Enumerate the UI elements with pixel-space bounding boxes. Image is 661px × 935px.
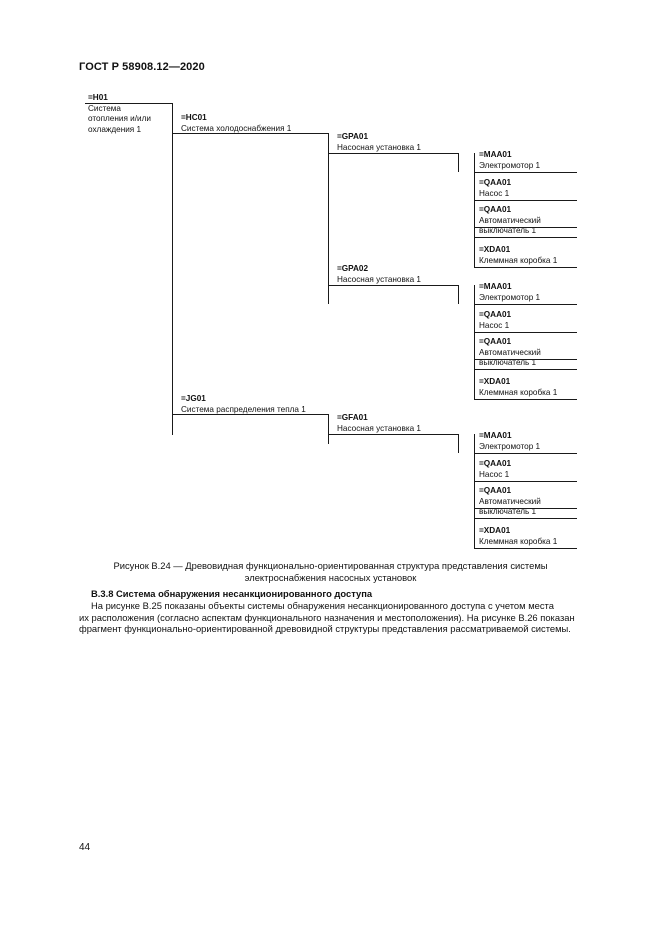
- node-code: =QAA01: [479, 310, 512, 319]
- node-code: =MAA01: [479, 282, 512, 291]
- node-name-line: Система: [88, 103, 121, 113]
- caption-line: электроснабжения насосных установок: [244, 571, 417, 583]
- connector-line: [474, 304, 577, 305]
- connector-line: [474, 227, 577, 228]
- connector-line: [474, 508, 577, 509]
- paragraph-line: их расположения (согласно аспектам функционального назначения и местоположения). На рисунке В.26 показан: [79, 611, 575, 623]
- connector-line: [474, 332, 577, 333]
- node-code: =GFA01: [337, 413, 368, 422]
- tree-node-gpa02: [337, 264, 421, 285]
- node-code: =GPA01: [337, 132, 369, 141]
- node-name-line: выключатель 1: [479, 358, 537, 367]
- node-code: =XDA01: [479, 377, 511, 386]
- node-code: =QAA01: [479, 205, 512, 214]
- connector-line: [474, 359, 577, 360]
- tree-node-maa01: [479, 282, 540, 303]
- connector-line: [474, 481, 577, 482]
- connector-line: [328, 153, 458, 154]
- node-name: Электромотор 1: [479, 292, 541, 302]
- tree-node-h01: [88, 93, 151, 135]
- node-code: =XDA01: [479, 245, 511, 254]
- tree-node-jg01: [181, 394, 306, 415]
- connector-line: [172, 414, 328, 415]
- page-number: 44: [79, 842, 91, 853]
- document-header: ГОСТ Р 58908.12—2020: [79, 61, 205, 73]
- node-name-line: охлаждения 1: [88, 124, 142, 134]
- node-name-line: выключатель 1: [479, 507, 537, 516]
- node-name-line: выключатель 1: [479, 226, 537, 235]
- tree-node-maa01: [479, 150, 540, 171]
- tree-node-qaa01: [479, 310, 511, 331]
- connector-line: [172, 133, 328, 134]
- connector-line: [328, 434, 458, 435]
- node-name: Клеммная коробка 1: [479, 387, 558, 397]
- connector-line: [474, 285, 475, 399]
- connector-line: [474, 548, 577, 549]
- connector-line: [172, 103, 173, 435]
- node-code: =H01: [88, 93, 108, 102]
- node-code: =QAA01: [479, 337, 512, 346]
- tree-node-xda01: [479, 526, 557, 547]
- tree-node-gfa01: [337, 413, 421, 434]
- figure-caption: [70, 560, 591, 583]
- connector-line: [474, 369, 577, 370]
- tree-node-maa01: [479, 431, 540, 452]
- node-code: =QAA01: [479, 486, 512, 495]
- connector-line: [458, 434, 459, 453]
- tree-node-qaa01: [479, 459, 511, 480]
- connector-line: [474, 267, 577, 268]
- connector-line: [328, 133, 329, 304]
- tree-node-qaa01-breaker: [479, 205, 541, 237]
- node-name: Насос 1: [479, 188, 510, 198]
- connector-line: [85, 103, 172, 104]
- node-code: =JG01: [181, 394, 206, 403]
- connector-line: [474, 434, 475, 548]
- connector-line: [328, 414, 329, 444]
- node-name-line: Автоматический: [479, 496, 541, 506]
- connector-line: [328, 285, 458, 286]
- node-name: Клеммная коробка 1: [479, 255, 558, 265]
- tree-node-hc01: [181, 113, 291, 134]
- tree-node-qaa01: [479, 178, 511, 199]
- node-code: =XDA01: [479, 526, 511, 535]
- node-code: =MAA01: [479, 431, 512, 440]
- connector-line: [474, 518, 577, 519]
- connector-line: [474, 172, 577, 173]
- node-name: Электромотор 1: [479, 160, 541, 170]
- tree-node-xda01: [479, 377, 557, 398]
- connector-line: [474, 200, 577, 201]
- node-code: =QAA01: [479, 459, 512, 468]
- connector-line: [458, 285, 459, 304]
- tree-node-xda01: [479, 245, 557, 266]
- body-paragraph: [79, 600, 604, 635]
- connector-line: [458, 153, 459, 172]
- node-name: Система распределения тепла 1: [181, 404, 306, 414]
- node-code: =HC01: [181, 113, 207, 122]
- node-name-line: Автоматический: [479, 347, 541, 357]
- tree-node-qaa01-breaker: [479, 486, 541, 518]
- connector-line: [474, 153, 475, 267]
- connector-line: [474, 453, 577, 454]
- paragraph-line: На рисунке В.25 показаны объекты системы обнаружения несанкционированного доступа с учетом места: [91, 600, 554, 611]
- node-name: Насосная установка 1: [337, 142, 421, 152]
- connector-line: [474, 237, 577, 238]
- node-name: Насосная установка 1: [337, 423, 421, 433]
- node-name: Система холодоснабжения 1: [181, 123, 292, 133]
- node-name: Насосная установка 1: [337, 274, 421, 284]
- node-name-line: Автоматический: [479, 215, 541, 225]
- node-name: Электромотор 1: [479, 441, 541, 451]
- node-code: =MAA01: [479, 150, 512, 159]
- node-name-line: отопления и/или: [88, 114, 151, 123]
- node-code: =GPA02: [337, 264, 369, 273]
- node-name: Клеммная коробка 1: [479, 536, 558, 546]
- tree-node-gpa01: [337, 132, 421, 153]
- node-name: Насос 1: [479, 469, 510, 479]
- node-code: =QAA01: [479, 178, 512, 187]
- tree-node-qaa01-breaker: [479, 337, 541, 369]
- paragraph-line: фрагмент функционально-ориентированной древовидной структуры представления рассматриваемой системы.: [79, 623, 571, 635]
- node-name: Насос 1: [479, 320, 510, 330]
- section-heading: В.3.8 Система обнаружения несанкционированного доступа: [91, 588, 373, 599]
- connector-line: [474, 399, 577, 400]
- caption-line: Рисунок В.24 — Древовидная функционально-ориентированная структура представления системы: [113, 560, 548, 571]
